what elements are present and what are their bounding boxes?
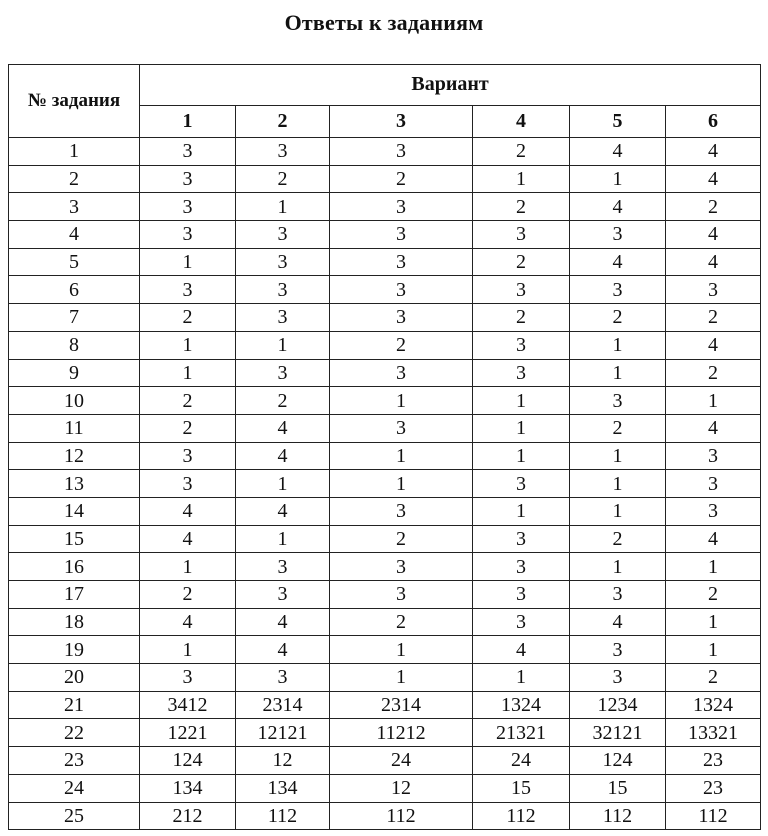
answer-cell: 2	[140, 304, 236, 332]
task-number-cell: 19	[9, 636, 140, 664]
answer-cell: 3	[570, 581, 666, 609]
answer-cell: 4	[236, 608, 330, 636]
answer-cell: 4	[570, 193, 666, 221]
task-number-cell: 12	[9, 442, 140, 470]
table-row	[9, 774, 761, 802]
answer-cell: 3	[330, 497, 473, 525]
answer-cell: 2	[570, 525, 666, 553]
answer-cell: 2	[236, 387, 330, 415]
table-row	[9, 608, 761, 636]
task-number-cell: 22	[9, 719, 140, 747]
table-row	[9, 747, 761, 775]
answer-cell: 3	[236, 221, 330, 249]
answer-cell: 3	[236, 359, 330, 387]
answer-cell: 4	[570, 608, 666, 636]
answer-cell: 1	[473, 414, 570, 442]
answer-cell: 212	[140, 802, 236, 830]
answer-cell: 4	[666, 414, 761, 442]
answer-cell: 1	[666, 608, 761, 636]
answer-cell: 3	[330, 359, 473, 387]
task-number-cell: 16	[9, 553, 140, 581]
answer-cell: 2314	[236, 691, 330, 719]
answer-cell: 2314	[330, 691, 473, 719]
answer-cell: 1	[570, 553, 666, 581]
answer-cell: 4	[666, 331, 761, 359]
answer-cell: 3	[330, 248, 473, 276]
variant-number: 1	[140, 105, 236, 137]
answer-cell: 112	[236, 802, 330, 830]
answer-cell: 3	[140, 470, 236, 498]
table-row	[9, 138, 761, 166]
answer-cell: 1	[140, 248, 236, 276]
answer-cell: 11212	[330, 719, 473, 747]
table-row	[9, 691, 761, 719]
answer-cell: 3	[140, 165, 236, 193]
answer-cell: 4	[666, 165, 761, 193]
variant-header: Вариант	[140, 65, 761, 106]
answer-cell: 2	[330, 165, 473, 193]
answer-cell: 3	[473, 608, 570, 636]
answer-cell: 3	[473, 359, 570, 387]
answer-cell: 23	[666, 774, 761, 802]
task-number-cell: 1	[9, 138, 140, 166]
answer-cell: 3	[236, 664, 330, 692]
answer-cell: 3	[570, 221, 666, 249]
answer-cell: 2	[666, 359, 761, 387]
answer-cell: 1	[473, 165, 570, 193]
table-row	[9, 636, 761, 664]
answer-cell: 4	[666, 525, 761, 553]
task-number-cell: 24	[9, 774, 140, 802]
answer-cell: 32121	[570, 719, 666, 747]
table-row	[9, 387, 761, 415]
answer-cell: 2	[140, 387, 236, 415]
task-number-cell: 8	[9, 331, 140, 359]
answer-cell: 1	[570, 442, 666, 470]
answer-cell: 1	[570, 497, 666, 525]
answer-cell: 2	[330, 331, 473, 359]
answer-cell: 4	[666, 248, 761, 276]
answer-cell: 112	[666, 802, 761, 830]
table-row	[9, 276, 761, 304]
answer-cell: 2	[330, 525, 473, 553]
answer-cell: 3	[330, 138, 473, 166]
table-row	[9, 359, 761, 387]
answer-cell: 134	[140, 774, 236, 802]
answer-cell: 3	[140, 276, 236, 304]
answer-cell: 3	[330, 553, 473, 581]
answer-cell: 4	[236, 414, 330, 442]
table-row	[9, 331, 761, 359]
answer-cell: 12	[330, 774, 473, 802]
answer-cell: 1	[473, 387, 570, 415]
answer-cell: 2	[473, 138, 570, 166]
answer-cell: 3	[473, 331, 570, 359]
task-number-cell: 10	[9, 387, 140, 415]
answer-cell: 3	[330, 193, 473, 221]
table-row	[9, 525, 761, 553]
answer-cell: 1	[140, 553, 236, 581]
answer-cell: 2	[666, 581, 761, 609]
answer-cell: 1	[473, 497, 570, 525]
task-number-cell: 9	[9, 359, 140, 387]
answer-cell: 1221	[140, 719, 236, 747]
answer-cell: 3	[473, 525, 570, 553]
task-number-header: № задания	[9, 65, 140, 138]
answer-cell: 1	[666, 553, 761, 581]
answer-cell: 2	[473, 193, 570, 221]
task-number-cell: 3	[9, 193, 140, 221]
answer-cell: 15	[473, 774, 570, 802]
answer-cell: 1324	[473, 691, 570, 719]
answer-cell: 3	[140, 221, 236, 249]
answer-cell: 3	[473, 276, 570, 304]
answer-cell: 3	[666, 497, 761, 525]
table-row	[9, 581, 761, 609]
answer-cell: 3	[140, 193, 236, 221]
answer-cell: 112	[570, 802, 666, 830]
answer-cell: 24	[330, 747, 473, 775]
answer-cell: 4	[570, 138, 666, 166]
task-number-cell: 11	[9, 414, 140, 442]
answer-cell: 1	[330, 636, 473, 664]
answer-cell: 124	[140, 747, 236, 775]
answer-cell: 4	[236, 636, 330, 664]
answer-cell: 1	[330, 664, 473, 692]
answer-cell: 2	[666, 304, 761, 332]
answer-cell: 1	[140, 331, 236, 359]
answer-cell: 3	[330, 221, 473, 249]
table-body	[9, 138, 761, 830]
variant-number: 3	[330, 105, 473, 137]
answer-cell: 13321	[666, 719, 761, 747]
answer-cell: 2	[473, 248, 570, 276]
table-row	[9, 442, 761, 470]
answer-cell: 1	[570, 470, 666, 498]
answer-cell: 112	[330, 802, 473, 830]
answers-table	[8, 64, 761, 830]
table-row	[9, 802, 761, 830]
answer-cell: 4	[236, 497, 330, 525]
answer-cell: 1234	[570, 691, 666, 719]
answer-cell: 2	[570, 414, 666, 442]
answer-cell: 21321	[473, 719, 570, 747]
answer-cell: 3	[666, 470, 761, 498]
answer-cell: 4	[666, 138, 761, 166]
task-number-cell: 25	[9, 802, 140, 830]
table-header	[9, 65, 761, 138]
task-number-cell: 7	[9, 304, 140, 332]
table-row	[9, 664, 761, 692]
answer-cell: 2	[140, 581, 236, 609]
task-number-cell: 4	[9, 221, 140, 249]
variant-number: 2	[236, 105, 330, 137]
answer-cell: 3	[330, 414, 473, 442]
task-number-cell: 2	[9, 165, 140, 193]
answer-cell: 12121	[236, 719, 330, 747]
answer-cell: 3	[666, 276, 761, 304]
task-number-cell: 23	[9, 747, 140, 775]
answer-cell: 3	[666, 442, 761, 470]
answer-cell: 3	[236, 276, 330, 304]
table-row	[9, 304, 761, 332]
answer-cell: 3	[473, 553, 570, 581]
answer-cell: 1	[140, 359, 236, 387]
answer-cell: 3	[140, 138, 236, 166]
task-number-cell: 13	[9, 470, 140, 498]
answer-cell: 3	[236, 304, 330, 332]
answer-cell: 2	[330, 608, 473, 636]
variant-number: 5	[570, 105, 666, 137]
answer-cell: 3	[140, 442, 236, 470]
answer-cell: 1	[236, 525, 330, 553]
answer-cell: 4	[666, 221, 761, 249]
answer-cell: 3412	[140, 691, 236, 719]
answer-cell: 3	[330, 304, 473, 332]
answer-cell: 3	[570, 636, 666, 664]
task-number-cell: 15	[9, 525, 140, 553]
answer-cell: 1	[473, 442, 570, 470]
answer-cell: 23	[666, 747, 761, 775]
table-row	[9, 719, 761, 747]
table-row	[9, 221, 761, 249]
answer-cell: 1	[666, 636, 761, 664]
answer-cell: 1	[236, 193, 330, 221]
answer-cell: 3	[570, 276, 666, 304]
answer-cell: 2	[570, 304, 666, 332]
answer-cell: 1	[330, 442, 473, 470]
answer-cell: 2	[236, 165, 330, 193]
answer-cell: 3	[330, 581, 473, 609]
answer-cell: 1	[236, 470, 330, 498]
task-number-cell: 20	[9, 664, 140, 692]
answer-cell: 4	[140, 525, 236, 553]
answer-cell: 24	[473, 747, 570, 775]
answer-cell: 1324	[666, 691, 761, 719]
table-row	[9, 470, 761, 498]
answer-cell: 4	[473, 636, 570, 664]
answer-cell: 112	[473, 802, 570, 830]
table-row	[9, 414, 761, 442]
variant-number: 6	[666, 105, 761, 137]
answer-cell: 1	[666, 387, 761, 415]
page-title: Ответы к заданиям	[284, 10, 484, 35]
table-row	[9, 497, 761, 525]
table-row	[9, 248, 761, 276]
answer-cell: 3	[570, 664, 666, 692]
answer-cell: 1	[570, 359, 666, 387]
answer-cell: 12	[236, 747, 330, 775]
table-row	[9, 165, 761, 193]
answer-cell: 4	[236, 442, 330, 470]
answer-cell: 1	[473, 664, 570, 692]
answer-cell: 3	[236, 138, 330, 166]
answer-cell: 3	[473, 581, 570, 609]
answer-cell: 2	[140, 414, 236, 442]
answer-cell: 2	[473, 304, 570, 332]
table-row	[9, 193, 761, 221]
answer-cell: 134	[236, 774, 330, 802]
task-number-cell: 18	[9, 608, 140, 636]
answer-cell: 3	[236, 581, 330, 609]
task-number-cell: 14	[9, 497, 140, 525]
answer-cell: 1	[236, 331, 330, 359]
answer-cell: 2	[666, 193, 761, 221]
answer-cell: 3	[473, 221, 570, 249]
task-number-cell: 5	[9, 248, 140, 276]
answer-cell: 15	[570, 774, 666, 802]
task-number-cell: 21	[9, 691, 140, 719]
answer-cell: 4	[140, 497, 236, 525]
answer-cell: 2	[666, 664, 761, 692]
table-row	[9, 553, 761, 581]
answer-cell: 1	[330, 470, 473, 498]
answer-cell: 1	[570, 331, 666, 359]
answer-cell: 1	[140, 636, 236, 664]
answer-cell: 1	[570, 165, 666, 193]
task-number-cell: 17	[9, 581, 140, 609]
answer-cell: 3	[570, 387, 666, 415]
answer-cell: 3	[473, 470, 570, 498]
answer-cell: 3	[140, 664, 236, 692]
answer-cell: 3	[236, 553, 330, 581]
answer-cell: 1	[330, 387, 473, 415]
answer-cell: 4	[140, 608, 236, 636]
answer-cell: 3	[236, 248, 330, 276]
answer-cell: 3	[330, 276, 473, 304]
answer-cell: 124	[570, 747, 666, 775]
variant-number: 4	[473, 105, 570, 137]
task-number-cell: 6	[9, 276, 140, 304]
answer-cell: 4	[570, 248, 666, 276]
